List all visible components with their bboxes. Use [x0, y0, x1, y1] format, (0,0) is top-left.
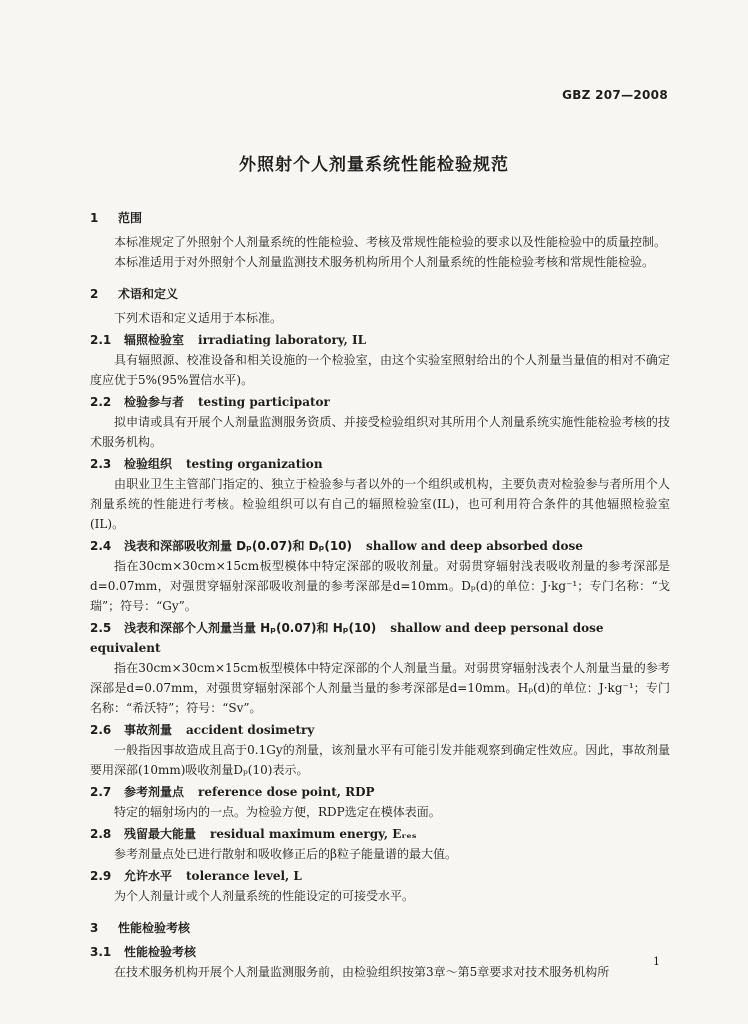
- term-definition: 特定的辐射场内的一点。为检验方便，RDP选定在模体表面。: [114, 805, 441, 819]
- term-english: reference dose point, RDP: [198, 785, 375, 799]
- section-number: 3: [90, 921, 99, 935]
- term-number: 2.1: [90, 333, 112, 347]
- term-english: residual maximum energy, Eᵣₑₛ: [210, 827, 417, 841]
- section-number: 2: [90, 287, 99, 301]
- section-number: 1: [90, 211, 99, 225]
- term-2-4-heading: [90, 536, 670, 556]
- page-title: 外照射个人剂量系统性能检验规范: [239, 155, 509, 175]
- term-2-6-heading: [90, 720, 670, 740]
- term-chinese: 允许水平: [124, 869, 173, 883]
- paragraph: 本标准适用于对外照射个人剂量监测技术服务机构所用个人剂量系统的性能检验考核和常规性能检验。: [114, 255, 655, 269]
- section-title: 性能检验考核: [118, 921, 191, 935]
- term-definition: 参考剂量点处已进行散射和吸收修正后的β粒子能量谱的最大值。: [114, 847, 457, 861]
- term-english: testing organization: [186, 457, 323, 471]
- term-definition: 指在30cm×30cm×15cm板型模体中特定深部的吸收剂量。对弱贯穿辐射浅表吸收剂量的参考深部是d=0.07mm，对强贯穿辐射深部吸收剂量的参考深部是d=10mm。Dₚ(d)的单位：J·kg⁻¹；专门名称：“戈瑞”；符号：“Gy”。: [90, 559, 670, 613]
- term-english: shallow and deep personal dose equivalent: [90, 621, 604, 655]
- term-number: 2.3: [90, 457, 112, 471]
- term-number: 2.2: [90, 395, 112, 409]
- paragraph: 在技术服务机构开展个人剂量监测服务前，由检验组织按第3章～第5章要求对技术服务机构所: [114, 965, 610, 979]
- term-chinese: 浅表和深部吸收剂量 Dₚ(0.07)和 Dₚ(10): [124, 539, 353, 553]
- section-1-heading: [90, 208, 670, 228]
- term-english: accident dosimetry: [186, 723, 315, 737]
- term-number: 2.8: [90, 827, 112, 841]
- term-number: 2.6: [90, 723, 112, 737]
- term-number: 3.1: [90, 945, 112, 959]
- term-english: testing participator: [198, 395, 330, 409]
- term-chinese: 检验参与者: [124, 395, 185, 409]
- term-2-2-heading: [90, 392, 670, 412]
- term-number: 2.9: [90, 869, 112, 883]
- term-chinese: 参考剂量点: [124, 785, 185, 799]
- term-definition: 为个人剂量计或个人剂量系统的性能设定的可接受水平。: [114, 889, 415, 903]
- term-definition: 指在30cm×30cm×15cm板型模体中特定深部的个人剂量当量。对弱贯穿辐射浅表个人剂量当量的参考深部是d=0.07mm，对强贯穿辐射深部个人剂量当量的参考深部是d=10mm。Hₚ(d)的单位：J·kg⁻¹；专门名称：“希沃特”；符号：“Sv”。: [90, 661, 670, 715]
- section-2-heading: [90, 284, 670, 304]
- term-2-9-heading: [90, 866, 670, 886]
- term-chinese: 辐照检验室: [124, 333, 185, 347]
- standard-code: GBZ 207—2008: [562, 88, 668, 102]
- term-definition: 拟申请或具有开展个人剂量监测服务资质、并接受检验组织对其所用个人剂量系统实施性能检验考核的技术服务机构。: [90, 415, 670, 449]
- term-english: tolerance level, L: [186, 869, 302, 883]
- term-english: irradiating laboratory, IL: [198, 333, 367, 347]
- term-2-3-heading: [90, 454, 670, 474]
- section-title: 范围: [118, 211, 143, 225]
- section-3-heading: [90, 918, 670, 938]
- paragraph: 本标准规定了外照射个人剂量系统的性能检验、考核及常规性能检验的要求以及性能检验中的质量控制。: [114, 235, 667, 249]
- section-title: 术语和定义: [118, 287, 179, 301]
- term-english: shallow and deep absorbed dose: [366, 539, 583, 553]
- term-2-5-heading: [90, 618, 670, 658]
- term-chinese: 残留最大能量: [124, 827, 197, 841]
- term-number: 2.7: [90, 785, 112, 799]
- term-number: 2.4: [90, 539, 112, 553]
- term-chinese: 性能检验考核: [124, 945, 197, 959]
- document-body: [90, 208, 670, 982]
- term-definition: 一般指因事故造成且高于0.1Gy的剂量，该剂量水平有可能引发并能观察到确定性效应。因此，事故剂量要用深部(10mm)吸收剂量Dₚ(10)表示。: [90, 743, 670, 777]
- term-2-1-heading: [90, 330, 670, 350]
- subsection-3-1-heading: [90, 942, 670, 962]
- page-number: 1: [653, 955, 660, 968]
- term-2-7-heading: [90, 782, 670, 802]
- term-chinese: 事故剂量: [124, 723, 173, 737]
- term-chinese: 浅表和深部个人剂量当量 Hₚ(0.07)和 Hₚ(10): [124, 621, 377, 635]
- term-definition: 具有辐照源、校准设备和相关设施的一个检验室，由这个实验室照射给出的个人剂量当量值的相对不确定度应优于5%(95%置信水平)。: [90, 353, 670, 387]
- term-number: 2.5: [90, 621, 112, 635]
- paragraph: 下列术语和定义适用于本标准。: [114, 311, 283, 325]
- term-definition: 由职业卫生主管部门指定的、独立于检验参与者以外的一个组织或机构，主要负责对检验参与者所用个人剂量系统的性能进行考核。检验组织可以有自己的辐照检验室(IL)，也可利用符合条件的其他辐照检验室(IL)。: [90, 477, 670, 531]
- term-chinese: 检验组织: [124, 457, 173, 471]
- term-2-8-heading: [90, 824, 670, 844]
